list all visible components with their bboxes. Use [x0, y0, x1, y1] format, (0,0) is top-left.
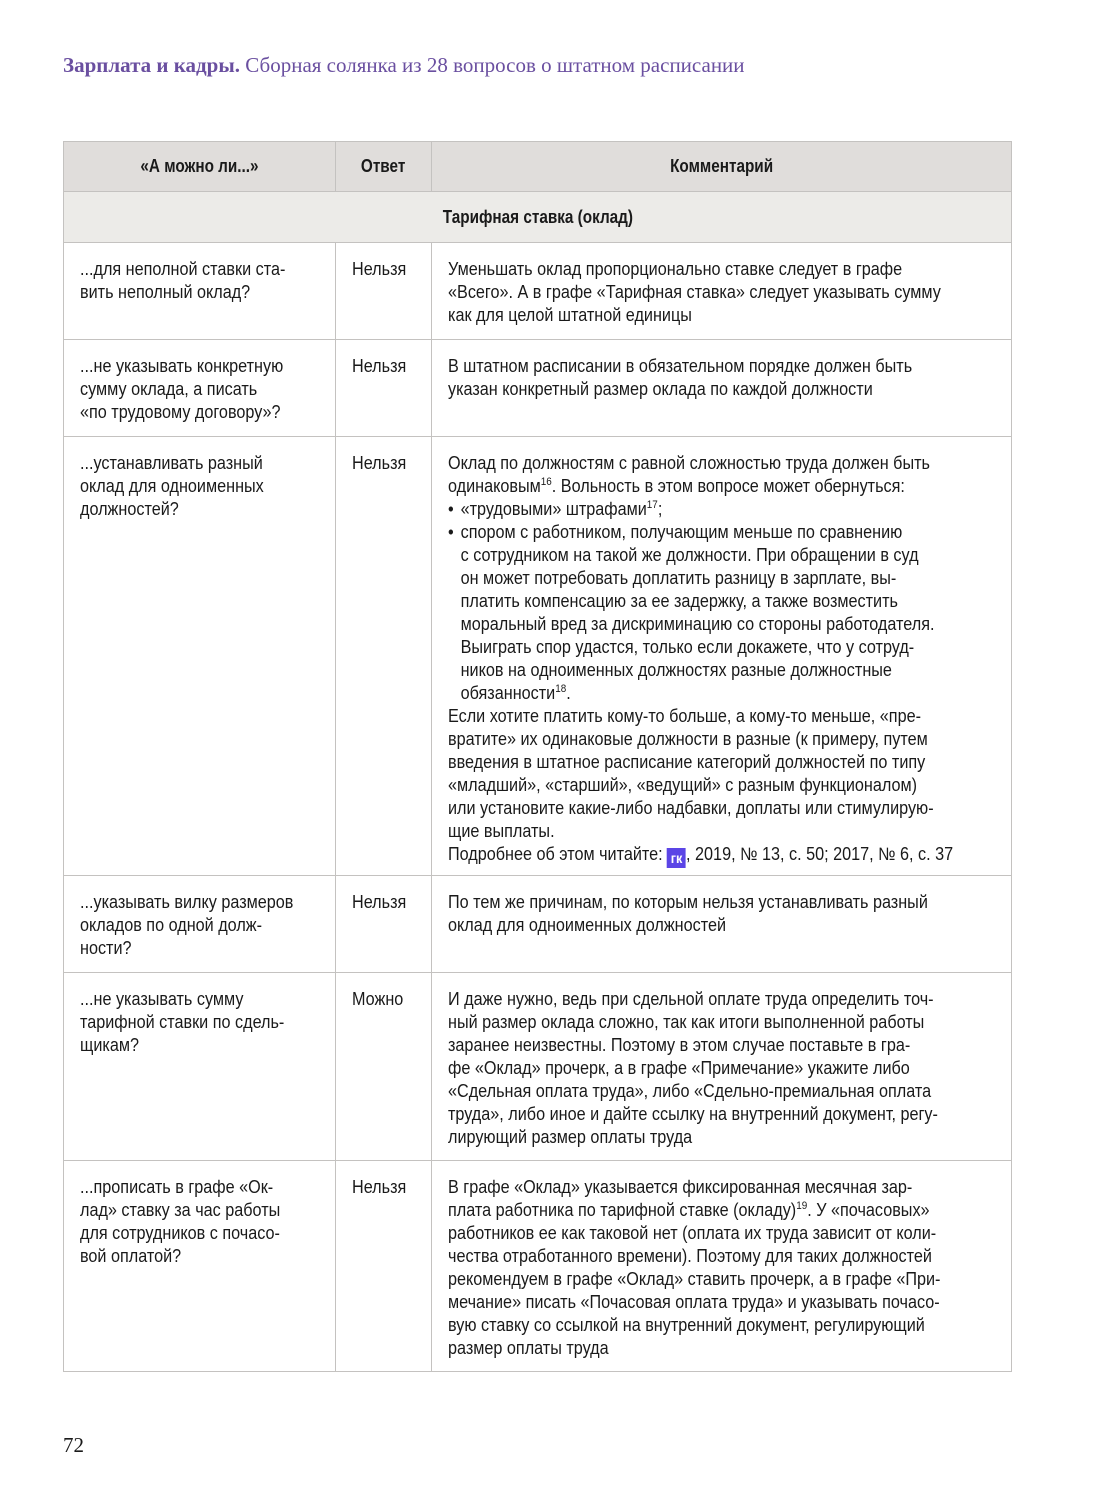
comment-line [448, 378, 946, 401]
comment-line [448, 304, 946, 327]
bullet-line [448, 659, 946, 682]
comment-text: или установите какие-либо надбавки, доплаты или стимулирую- [448, 798, 934, 818]
comment-line [448, 774, 946, 797]
comment-text: В штатном расписании в обязательном порядке должен быть [448, 356, 913, 376]
comment-text: «Сдельная оплата труда», либо «Сдельно-премиальная оплата [448, 1081, 932, 1101]
comment-text-after: . Вольность в этом вопросе может обернуться: [551, 476, 905, 496]
comment-line [448, 728, 946, 751]
comment-text: вую ставку со ссылкой на внутренний документ, регулирующий [448, 1315, 925, 1335]
comment-cell [432, 340, 1012, 437]
comment-line [448, 820, 946, 843]
column-header-answer: Ответ [336, 142, 432, 192]
qa-table [63, 141, 1012, 1372]
comment-text: с сотрудником на такой же должности. При обращении в суд [460, 545, 919, 565]
question-line: оклад для одноименных [80, 476, 264, 496]
comment-text: платить компенсацию за ее задержку, а также возместить [460, 591, 898, 611]
comment-line [448, 914, 946, 937]
answer-value: Можно [352, 989, 404, 1009]
comment-text: Выиграть спор удастся, только если докажете, что у сотруд- [460, 637, 915, 657]
footnote-ref: 16 [540, 476, 552, 488]
comment-text-after: ; [657, 499, 663, 519]
comment-text: рекомендуем в графе «Оклад» ставить прочерк, а в графе «При- [448, 1269, 941, 1289]
footnote-ref: 18 [555, 683, 567, 695]
answer-cell [336, 1161, 432, 1372]
comment-line [448, 1057, 946, 1080]
question-line: вить неполный оклад? [80, 282, 251, 302]
comment-text: чества отработанного времени). Поэтому для таких должностей [448, 1246, 932, 1266]
comment-text: вратите» их одинаковые должности в разные (к примеру, путем [448, 729, 928, 749]
gk-magazine-logo-icon[interactable]: гк [667, 848, 686, 868]
comment-text: фе «Оклад» прочерк, а в графе «Примечание» укажите либо [448, 1058, 910, 1078]
table-row [64, 340, 1012, 437]
question-line: сумму оклада, а писать [80, 379, 258, 399]
question-line: щикам? [80, 1035, 139, 1055]
section-row [64, 192, 1012, 243]
comment-line [448, 988, 946, 1011]
bullet-line [448, 498, 946, 521]
comment-line [448, 1034, 946, 1057]
comment-text: оклад для одноименных должностей [448, 915, 727, 935]
comment-text: «Всего». А в графе «Тарифная ставка» следует указывать сумму [448, 282, 941, 302]
comment-text: работников ее как таковой нет (оплата их труда зависит от коли- [448, 1223, 937, 1243]
comment-cell [432, 437, 1012, 876]
answer-cell [336, 340, 432, 437]
comment-text: «младший», «старший», «ведущий» с разным функционалом) [448, 775, 918, 795]
comment-line [448, 1199, 946, 1222]
comment-line [448, 1268, 946, 1291]
comment-text: Если хотите платить кому-то больше, а кому-то меньше, «пре- [448, 706, 921, 726]
bullet-line [448, 682, 946, 705]
running-header-title: Сборная солянка из 28 вопросов о штатном расписании [245, 53, 745, 77]
question-cell [64, 876, 336, 973]
column-header-comment: Комментарий [432, 142, 1012, 192]
bullet-line [448, 567, 946, 590]
comment-text: одинаковым [448, 476, 541, 496]
comment-text: спором с работником, получающим меньше по сравнению [460, 522, 903, 542]
comment-text: И даже нужно, ведь при сдельной оплате труда определить точ- [448, 989, 934, 1009]
comment-line [448, 1291, 946, 1314]
comment-cell [432, 973, 1012, 1161]
page-number: 72 [63, 1433, 84, 1457]
answer-value: Нельзя [352, 259, 407, 279]
table-row [64, 243, 1012, 340]
comment-text: Уменьшать оклад пропорционально ставке следует в графе [448, 259, 903, 279]
question-cell [64, 973, 336, 1161]
question-line: для сотрудников с почасо- [80, 1223, 280, 1243]
comment-line [448, 475, 946, 498]
comment-line [448, 1011, 946, 1034]
comment-text: моральный вред за дискриминацию со стороны работодателя. [460, 614, 935, 634]
bullet-line [448, 590, 946, 613]
comment-text: как для целой штатной единицы [448, 305, 692, 325]
footnote-ref: 17 [646, 499, 658, 511]
table-row [64, 876, 1012, 973]
question-line: «по трудовому договору»? [80, 402, 281, 422]
comment-line [448, 843, 954, 868]
question-line: должностей? [80, 499, 179, 519]
comment-text: плата работника по тарифной ставке (окладу) [448, 1200, 797, 1220]
comment-text: По тем же причинам, по которым нельзя устанавливать разный [448, 892, 928, 912]
section-title: Тарифная ставка (оклад) [64, 192, 1012, 243]
running-header [63, 53, 745, 78]
comment-line [448, 891, 946, 914]
bullet-line [448, 613, 946, 636]
comment-line [448, 258, 946, 281]
table-row [64, 437, 1012, 876]
running-header-section: Зарплата и кадры. [63, 53, 241, 77]
question-line: вой оплатой? [80, 1246, 182, 1266]
comment-line [448, 1126, 946, 1149]
bullet-line [448, 521, 946, 544]
comment-line [448, 797, 946, 820]
answer-value: Нельзя [352, 892, 407, 912]
comment-line [448, 355, 946, 378]
comment-text: введения в штатное расписание категорий должностей по типу [448, 752, 926, 772]
question-cell [64, 340, 336, 437]
comment-text: Подробнее об этом читайте: [448, 844, 668, 864]
question-line: тарифной ставки по сдель- [80, 1012, 285, 1032]
comment-line [448, 1176, 946, 1199]
comment-text: размер оплаты труда [448, 1338, 609, 1358]
comment-text-after: . У «почасовых» [807, 1200, 930, 1220]
comment-cell [432, 1161, 1012, 1372]
comment-line [448, 1245, 946, 1268]
comment-line [448, 452, 946, 475]
answer-cell [336, 437, 432, 876]
question-line: ...для неполной ставки ста- [80, 259, 286, 279]
comment-text-after: . [566, 683, 571, 703]
question-cell [64, 243, 336, 340]
comment-text: «трудовыми» штрафами [460, 499, 647, 519]
question-line: ...прописать в графе «Ок- [80, 1177, 274, 1197]
comment-text: он может потребовать доплатить разницу в зарплате, вы- [460, 568, 897, 588]
comment-text: мечание» писать «Почасовая оплата труда» и указывать почасо- [448, 1292, 940, 1312]
comment-text: указан конкретный размер оклада по каждой должности [448, 379, 873, 399]
footnote-ref: 19 [796, 1200, 808, 1212]
comment-text: Оклад по должностям с равной сложностью труда должен быть [448, 453, 930, 473]
bullet-line [448, 636, 946, 659]
comment-line [448, 1103, 946, 1126]
comment-text: ный размер оклада сложно, так как итоги выполненной работы [448, 1012, 925, 1032]
question-line: окладов по одной долж- [80, 915, 262, 935]
comment-text: щие выплаты. [448, 821, 555, 841]
question-cell [64, 437, 336, 876]
question-line: ...не указывать конкретную [80, 356, 284, 376]
answer-value: Нельзя [352, 453, 407, 473]
comment-line [448, 751, 946, 774]
bullet-line [448, 544, 946, 567]
table-row [64, 973, 1012, 1161]
question-line: лад» ставку за час работы [80, 1200, 281, 1220]
comment-text: В графе «Оклад» указывается фиксированная месячная зар- [448, 1177, 913, 1197]
comment-text-after: , 2019, № 13, с. 50; 2017, № 6, с. 37 [686, 844, 954, 864]
column-header-question: «А можно ли...» [64, 142, 336, 192]
comment-text: обязанности [460, 683, 556, 703]
comment-line [448, 1314, 946, 1337]
question-line: ...не указывать сумму [80, 989, 244, 1009]
comment-text: заранее неизвестны. Поэтому в этом случае поставьте в гра- [448, 1035, 911, 1055]
comment-line [448, 1080, 946, 1103]
table-row [64, 1161, 1012, 1372]
answer-value: Нельзя [352, 1177, 407, 1197]
answer-cell [336, 973, 432, 1161]
answer-value: Нельзя [352, 356, 407, 376]
question-line: ности? [80, 938, 132, 958]
question-line: ...указывать вилку размеров [80, 892, 294, 912]
table-header-row [64, 142, 1012, 192]
comment-line [448, 1337, 946, 1360]
answer-cell [336, 876, 432, 973]
comment-line [448, 705, 946, 728]
comment-text: труда», либо иное и дайте ссылку на внутренний документ, регу- [448, 1104, 938, 1124]
comment-cell [432, 876, 1012, 973]
comment-line [448, 1222, 946, 1245]
comment-text: ников на одноименных должностях разные должностные [460, 660, 892, 680]
comment-text: лирующий размер оплаты труда [448, 1127, 693, 1147]
comment-line [448, 281, 946, 304]
comment-cell [432, 243, 1012, 340]
question-cell [64, 1161, 336, 1372]
answer-cell [336, 243, 432, 340]
question-line: ...устанавливать разный [80, 453, 263, 473]
